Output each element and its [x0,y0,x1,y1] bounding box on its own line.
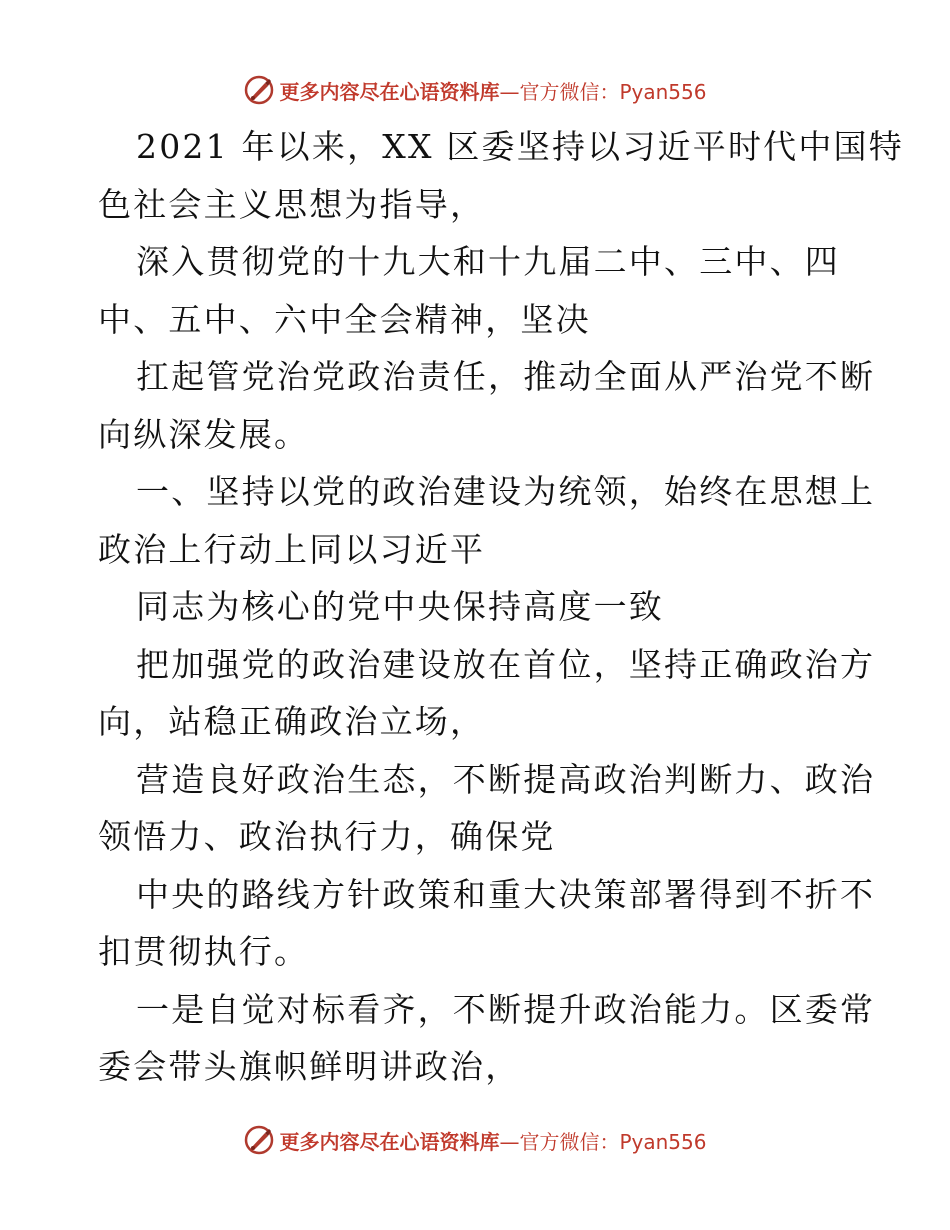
body-text-line: 向，站稳正确政治立场， [98,702,486,741]
body-text-line: 政治上行动上同以习近平 [98,529,486,569]
footer-contact: 官方微信：Pyan556 [519,1129,707,1154]
body-text-line: 一、坚持以党的政治建设为统领，始终在思想上 [136,472,876,511]
body-text-line: 扛起管党治党政治责任，推动全面从严治党不断 [136,357,876,396]
body-text-line: 领悟力、政治执行力，确保党 [98,817,556,856]
footer-banner [0,1120,950,1160]
body-text-line: 中央的路线方针政策和重大决策部署得到不折不 [136,874,876,914]
header-banner-text [279,76,706,105]
body-text-line: 色社会主义思想为指导， [98,184,486,224]
body-text-line: 扣贯彻执行。 [98,932,310,971]
body-text-line: 同志为核心的党中央保持高度一致 [136,587,664,626]
quill-logo-icon [243,74,275,106]
body-text-line: 中、五中、六中全会精神，坚决 [98,299,591,339]
body-text-line: 一是自觉对标看齐，不断提升政治能力。区委常 [136,989,876,1029]
header-contact: 官方微信：Pyan556 [519,79,707,104]
document-body [98,118,904,1096]
header-brand: 更多内容尽在心语资料库 [279,79,500,104]
body-text-line: 营造良好政治生态，不断提高政治判断力、政治 [136,759,876,799]
header-dash: — [499,79,520,104]
body-text-line: 深入贯彻党的十九大和十九届二中、三中、四 [136,242,840,281]
quill-logo-icon [243,1124,275,1156]
body-text-line: 把加强党的政治建设放在首位，坚持正确政治方 [136,644,876,684]
body-text-line: 委会带头旗帜鲜明讲政治， [98,1047,521,1086]
header-banner [0,70,950,110]
body-text-line: 向纵深发展。 [98,414,310,454]
footer-dash: — [499,1129,520,1154]
body-text-line: 2021 年以来，XX 区委坚持以习近平时代中国特 [136,127,904,166]
footer-brand: 更多内容尽在心语资料库 [279,1129,500,1154]
footer-banner-text [279,1126,706,1155]
